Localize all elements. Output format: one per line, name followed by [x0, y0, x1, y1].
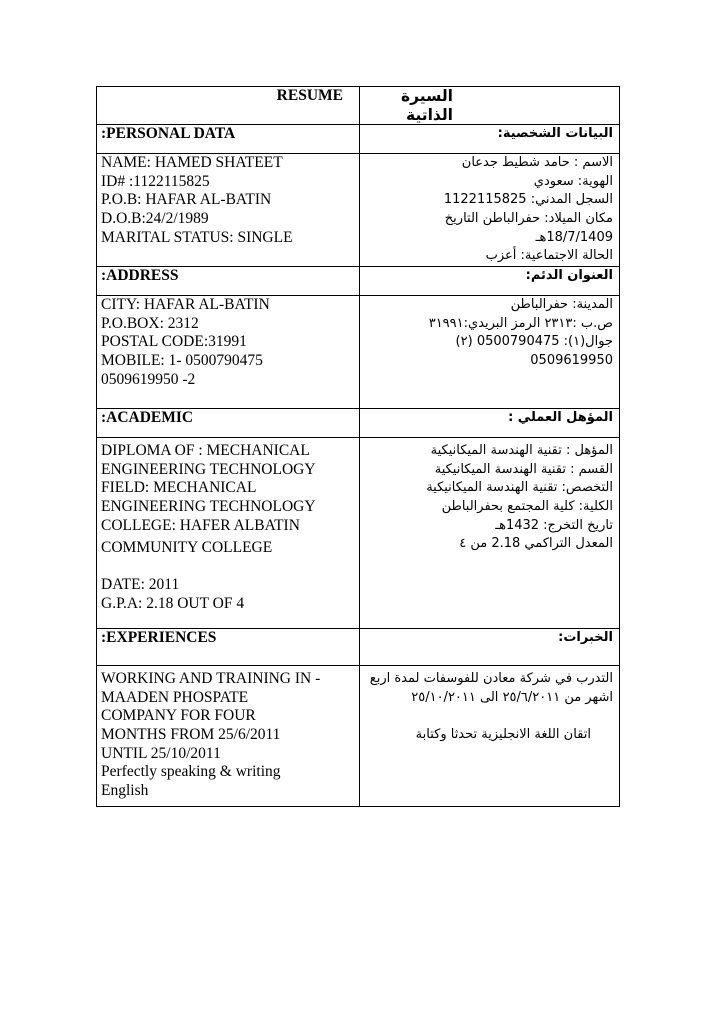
- address-en-line: CITY: HAFAR AL-BATIN: [101, 296, 270, 314]
- address-ar-line: جوال(١): 0500790475 (٢): [455, 334, 613, 350]
- experiences-body-row: [97, 666, 620, 807]
- academic-header-row: [97, 409, 620, 438]
- title-ar: السيرة الذاتية: [360, 87, 620, 125]
- experiences-en-line: UNTIL 25/10/2011: [101, 744, 221, 762]
- experiences-header-ar: الخبرات:: [360, 629, 620, 666]
- address-header-en: :ADDRESS: [97, 267, 360, 296]
- address-header-row: [97, 267, 620, 296]
- experiences-en-line: MAADEN PHOSPATE: [101, 688, 249, 706]
- academic-en-line: COLLEGE: HAFER ALBATIN: [101, 516, 300, 534]
- academic-ar-cell: [360, 438, 620, 629]
- experiences-en-line: English: [101, 781, 149, 799]
- resume-table: [96, 86, 620, 807]
- personal-ar-line: الحالة الاجتماعية: أعزب: [485, 248, 613, 264]
- academic-ar-line: الكلية: كلية المجتمع بحفرالباطن: [441, 498, 613, 514]
- personal-ar-line: 18/7/1409هـ: [535, 229, 613, 245]
- address-ar-line: المدينة: حفرالباطن: [510, 297, 613, 313]
- academic-en-line: ENGINEERING TECHNOLOGY: [101, 460, 316, 478]
- academic-ar-line: المعدل التراكمي 2.18 من ٤: [459, 536, 613, 552]
- personal-ar-line: الهوية: سعودي: [533, 173, 613, 189]
- personal-en-line: ID# :1122115825: [101, 172, 210, 190]
- experiences-en-line: MONTHS FROM 25/6/2011: [101, 725, 281, 743]
- experiences-en-line: WORKING AND TRAINING IN -: [101, 670, 321, 688]
- personal-en-cell: [97, 154, 360, 267]
- personal-en-line: D.O.B:24/2/1989: [101, 209, 209, 227]
- personal-en-line: P.O.B: HAFAR AL-BATIN: [101, 191, 272, 209]
- experiences-en-line: Perfectly speaking & writing: [101, 763, 281, 781]
- address-en-cell: [97, 296, 360, 409]
- personal-ar-line: السجل المدني: 1122115825: [443, 192, 613, 208]
- personal-ar-line: الاسم : حامد شطيط جدعان: [461, 155, 613, 171]
- academic-ar-line: القسم : تقنية الهندسة الميكانيكية: [434, 461, 613, 477]
- personal-ar-cell: [360, 154, 620, 267]
- personal-en-line: MARITAL STATUS: SINGLE: [101, 228, 293, 246]
- address-en-line: POSTAL CODE:31991: [101, 333, 247, 351]
- personal-body-row: [97, 154, 620, 267]
- academic-en-line: ENGINEERING TECHNOLOGY: [101, 497, 316, 515]
- academic-ar-line: المؤهل : تقنية الهندسة الميكانيكية: [430, 443, 613, 459]
- academic-ar-line: تاريخ التخرج: 1432هـ: [495, 517, 613, 533]
- experiences-ar-line: [364, 707, 613, 726]
- title-en: RESUME: [97, 87, 360, 125]
- academic-body-row: [97, 438, 620, 629]
- academic-en-line: DIPLOMA OF : MECHANICAL: [101, 442, 310, 460]
- personal-header-ar: البيانات الشخصية:: [360, 125, 620, 154]
- address-ar-line: 0509619950: [530, 352, 613, 368]
- personal-ar-line: مكان الميلاد: حفرالباطن التاريخ: [444, 210, 613, 226]
- academic-en-line: G.P.A: 2.18 OUT OF 4: [101, 594, 245, 612]
- address-en-line: MOBILE: 1- 0500790475: [101, 351, 263, 369]
- experiences-ar-line: التدرب في شركة معادن للفوسفات لمدة اربع: [369, 671, 613, 687]
- academic-header-en: :ACADEMIC: [97, 409, 360, 438]
- address-en-line: 0509619950 -2: [101, 370, 196, 388]
- address-en-line: P.O.BOX: 2312: [101, 314, 199, 332]
- experiences-en-cell: [97, 666, 360, 807]
- address-ar-cell: [360, 296, 620, 409]
- academic-en-line: FIELD: MECHANICAL: [101, 479, 257, 497]
- academic-ar-line: التخصص: تقنية الهندسة الميكانيكية: [426, 480, 613, 496]
- academic-en-cell: [97, 438, 360, 629]
- experiences-header-row: [97, 629, 620, 666]
- academic-header-ar: المؤهل العملي :: [360, 409, 620, 438]
- experiences-en-line: COMPANY FOR FOUR: [101, 707, 256, 725]
- address-body-row: [97, 296, 620, 409]
- experiences-ar-line: اشهر من ٢٥/٦/٢٠١١ الى ٢٥/١٠/٢٠١١: [411, 689, 613, 705]
- personal-en-line: NAME: HAMED SHATEET: [101, 154, 283, 172]
- title-row: [97, 87, 620, 125]
- address-header-ar: العنوان الدئم:: [360, 267, 620, 296]
- academic-en-line: DATE: 2011: [101, 576, 180, 594]
- personal-header-row: [97, 125, 620, 154]
- address-ar-line: ص.ب :٢٣١٣ الرمز البريدي:٣١٩٩١: [428, 315, 613, 331]
- experiences-ar-cell: [360, 666, 620, 807]
- academic-en-line: [101, 558, 357, 577]
- experiences-ar-line: اتقان اللغة الانجليزية تحدثا وكتابة: [415, 726, 591, 742]
- academic-en-line: COMMUNITY COLLEGE: [101, 539, 273, 557]
- experiences-header-en: :EXPERIENCES: [97, 629, 360, 666]
- personal-header-en: :PERSONAL DATA: [97, 125, 360, 154]
